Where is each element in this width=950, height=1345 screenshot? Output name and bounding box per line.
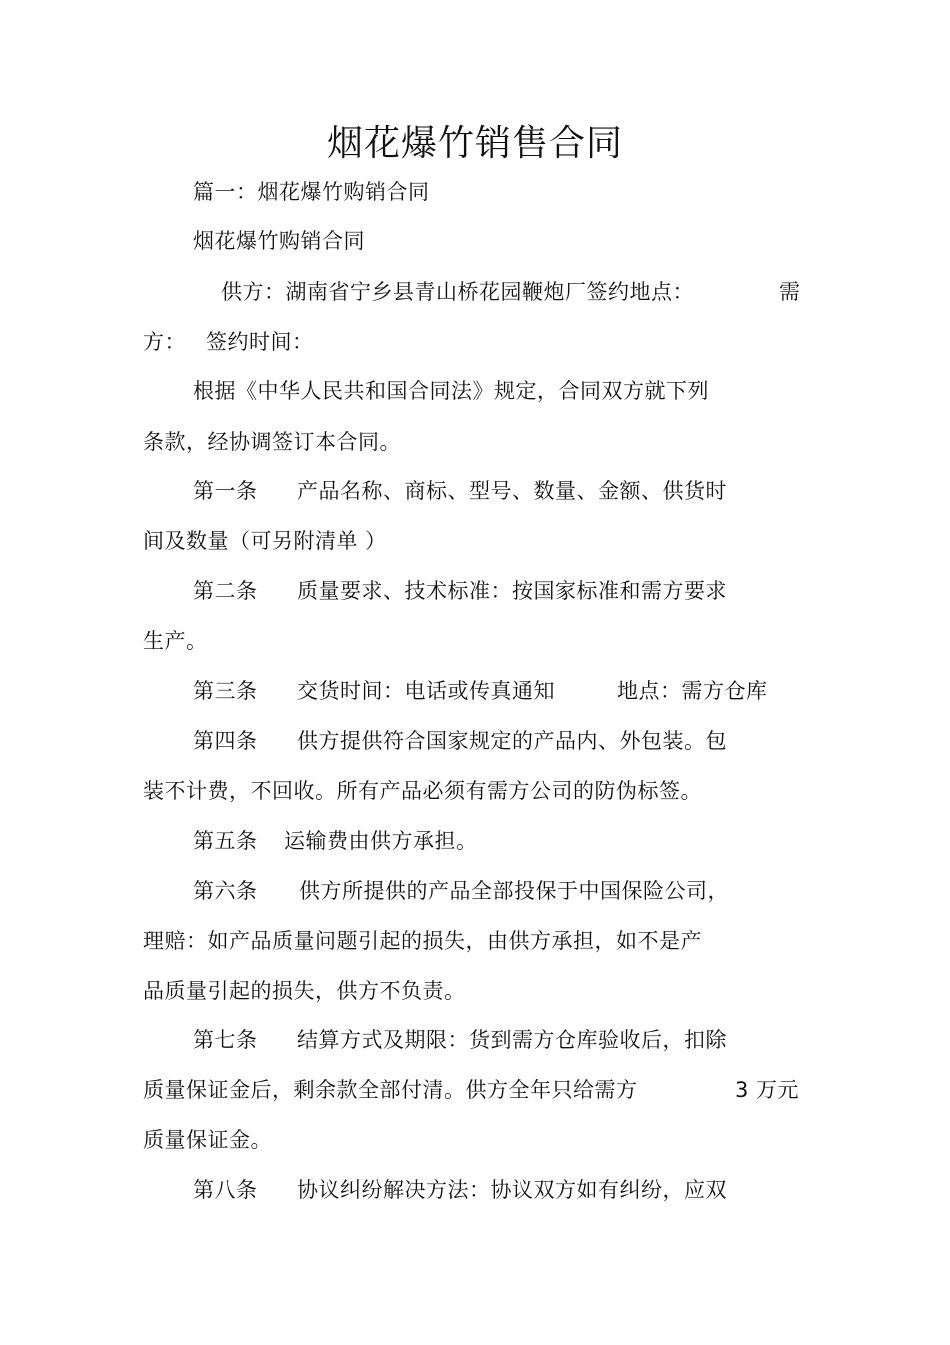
article-text: 生产。 [143, 629, 208, 653]
article-text: 交货时间：电话或传真通知 [297, 679, 555, 703]
article-text: 供方提供符合国家规定的产品内、外包装。包 [297, 729, 727, 753]
article-text: 产品名称、商标、型号、数量、金额、供货时 [297, 479, 727, 503]
article-number: 第八条 [193, 1178, 258, 1202]
contract-subtitle: 烟花爆竹购销合同 [193, 229, 365, 253]
article-text: 质量要求、技术标准：按国家标准和需方要求 [297, 579, 727, 603]
article-text: 运输费由供方承担。 [284, 829, 478, 853]
article-number: 第五条 [193, 829, 258, 853]
article-text: 理赔：如产品质量问题引起的损失，由供方承担，如不是产 [143, 929, 702, 953]
paragraph-text: 根据《中华人民共和国合同法》规定，合同双方就下列 [193, 379, 709, 403]
article-number: 第四条 [193, 729, 258, 753]
article-text: 间及数量（可另附清单 ） [143, 529, 387, 553]
article-number: 第三条 [193, 679, 258, 703]
article-text: 协议纠纷解决方法：协议双方如有纠纷，应双 [297, 1178, 727, 1202]
document-title: 烟花爆竹销售合同 [326, 123, 623, 164]
article-number: 第二条 [193, 579, 258, 603]
supplier-line: 供方：湖南省宁乡县青山桥花园鞭炮厂签约地点： [221, 280, 694, 304]
article-number: 第六条 [193, 879, 258, 903]
signing-time-label: 签约时间： [206, 330, 314, 354]
buyer-label-part1: 需 [779, 280, 801, 304]
article-text: 品质量引起的损失，供方不负责。 [143, 979, 466, 1003]
article-number: 第一条 [193, 479, 258, 503]
article-text: 质量保证金后，剩余款全部付清。供方全年只给需方 [143, 1078, 638, 1102]
article-text: 装不计费，不回收。所有产品必须有需方公司的防伪标签。 [143, 779, 702, 803]
article-text: 供方所提供的产品全部投保于中国保险公司， [299, 879, 729, 903]
article-number: 第七条 [193, 1028, 258, 1052]
paragraph-text: 条款，经协调签订本合同。 [143, 430, 401, 454]
article-text: 结算方式及期限：货到需方仓库验收后，扣除 [297, 1028, 727, 1052]
article-text: 地点：需方仓库 [617, 679, 768, 703]
section-heading: 篇一：烟花爆竹购销合同 [193, 180, 430, 204]
article-text: 质量保证金。 [143, 1128, 272, 1152]
buyer-label-part2: 方： [143, 330, 186, 354]
deposit-amount: 3 万元 [735, 1078, 800, 1102]
